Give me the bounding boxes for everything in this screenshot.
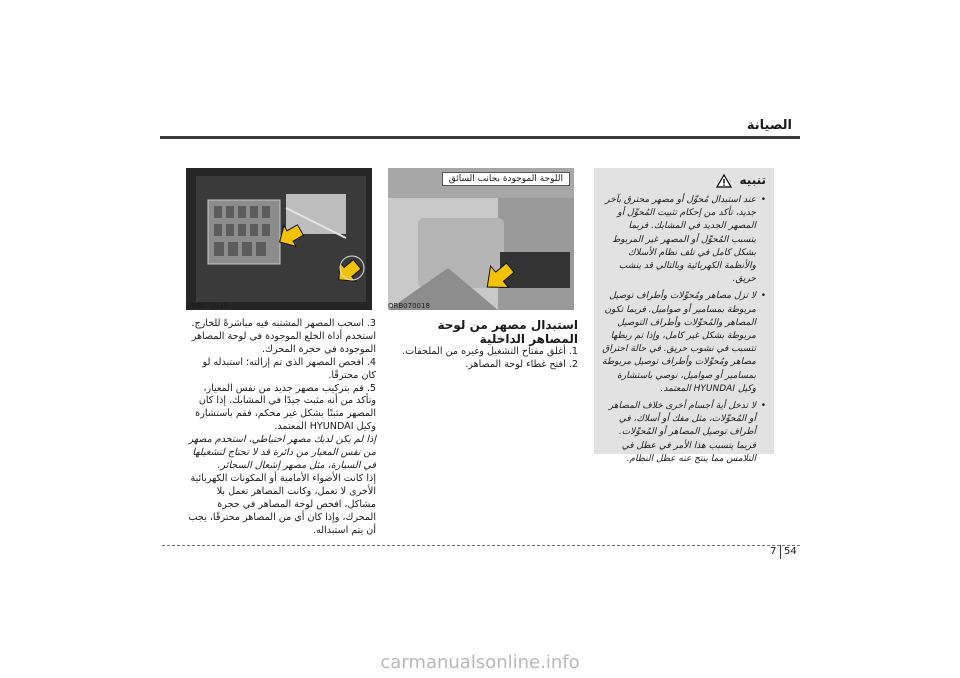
fuse-steps-continued [186,318,376,537]
photo-caption: ORB070018 [388,302,430,310]
page-number: 54 [784,546,797,557]
step-text: 5. قم بتركيب مصهر جديد من نفس المعيار، وتأكد من أنه مثبت جيدًا في المشابك. إذا كان المصهر مثبتًا بشكل غير محكم، فقم باستشارة وكيل HYUNDAI المعتمد. [195,382,376,433]
step-text: 1. أغلق مفتاح التشغيل وغيره من الملحقات. [402,346,578,357]
chapter-title: الصيانة [746,118,792,133]
photo-label: اللوحة الموجودة بجانب السائق [442,172,570,186]
inner-panel-section [388,318,578,372]
chapter-number: 7 [770,546,777,557]
paragraph: إذا كانت الأضواء الأمامية أو المكونات الكهربائية الأخرى لا تعمل، وكانت المصاهر تعمل بلا مشاكل، افحص لوحة المصاهر في حجرة المحرك، وإذا كان أي من المصاهر محترقًا، يجب أن يتم استبداله. [188,472,376,536]
warning-title: تنبيه [739,173,766,188]
step-text: 2. افتح غطاء لوحة المصاهر. [465,358,578,370]
inner-fuse-panel-photo [388,168,574,310]
engine-fuse-box-photo [186,168,372,310]
footer-divider [780,545,781,559]
warning-item: • لا تدخل أية أجسام أخرى خلاف المصاهر أو المُحوِّلات، مثل مفك أو أسلاك، في أطراف توصيل المصاهر أو المُحوِّلات. فربما يتسبب هذا الأمر في عطل في التلامس مما ينتج عنه عطل النظام. [602,400,756,466]
warning-item: • عند استبدال مُحوِّل أو مصهر محترق بآخر جديد، تأكد من إحكام تثبيت المُحوِّل أو المصهر الجديد في المشابك. فربما يتسبب المُحوِّل أو المصهر غير المربوط بشكل كامل في تلف نظام الأسلاك والأنظمة الكهربائية وبالتالي قد ينشب حريق. [602,194,756,286]
header-rule [160,136,800,139]
warning-triangle-icon [716,174,732,188]
step-text: 4. افحص المصهر الذي تم إزالته؛ استبدله لو كان محترقًا. [202,356,376,381]
warning-box [594,168,774,464]
photo-caption: ORB070019 [186,302,228,310]
footer-rule [162,545,800,546]
warning-item: • لا تزل مصاهر ومُحوِّلات وأطراف توصيل مربوطة بمسامير أو صواميل. فربما تكون المصاهر والمُحوِّلات وأطراف التوصيل مربوطة بشكل غير كامل، وإذا تم ربطها تتسبب في نشوب حريق. في حالة احتراق مصاهر ومُحوِّلات وأطراف توصيل مربوطة بمسامير أو صواميل، نوصي باستشارة وكيل HYUNDAI المعتمد. [602,290,756,396]
section-heading: استبدال مصهر من لوحة المصاهر الداخلية [437,318,578,346]
step-text: 3. اسحب المصهر المشتبه فيه مباشرةً للخارج. استخدم أداة الخلع الموجودة في لوحة المصاهر الموجودة في حجرة المحرك. [191,318,376,355]
watermark: carmanualsonline.info [380,652,580,673]
italic-note: إذا لم يكن لديك مصهر احتياطي، استخدم مصهر من نفس المعيار من دائرة قد لا تحتاج لتشغيلها في السيارة، مثل مصهر إشعال السجائر. [188,434,376,471]
